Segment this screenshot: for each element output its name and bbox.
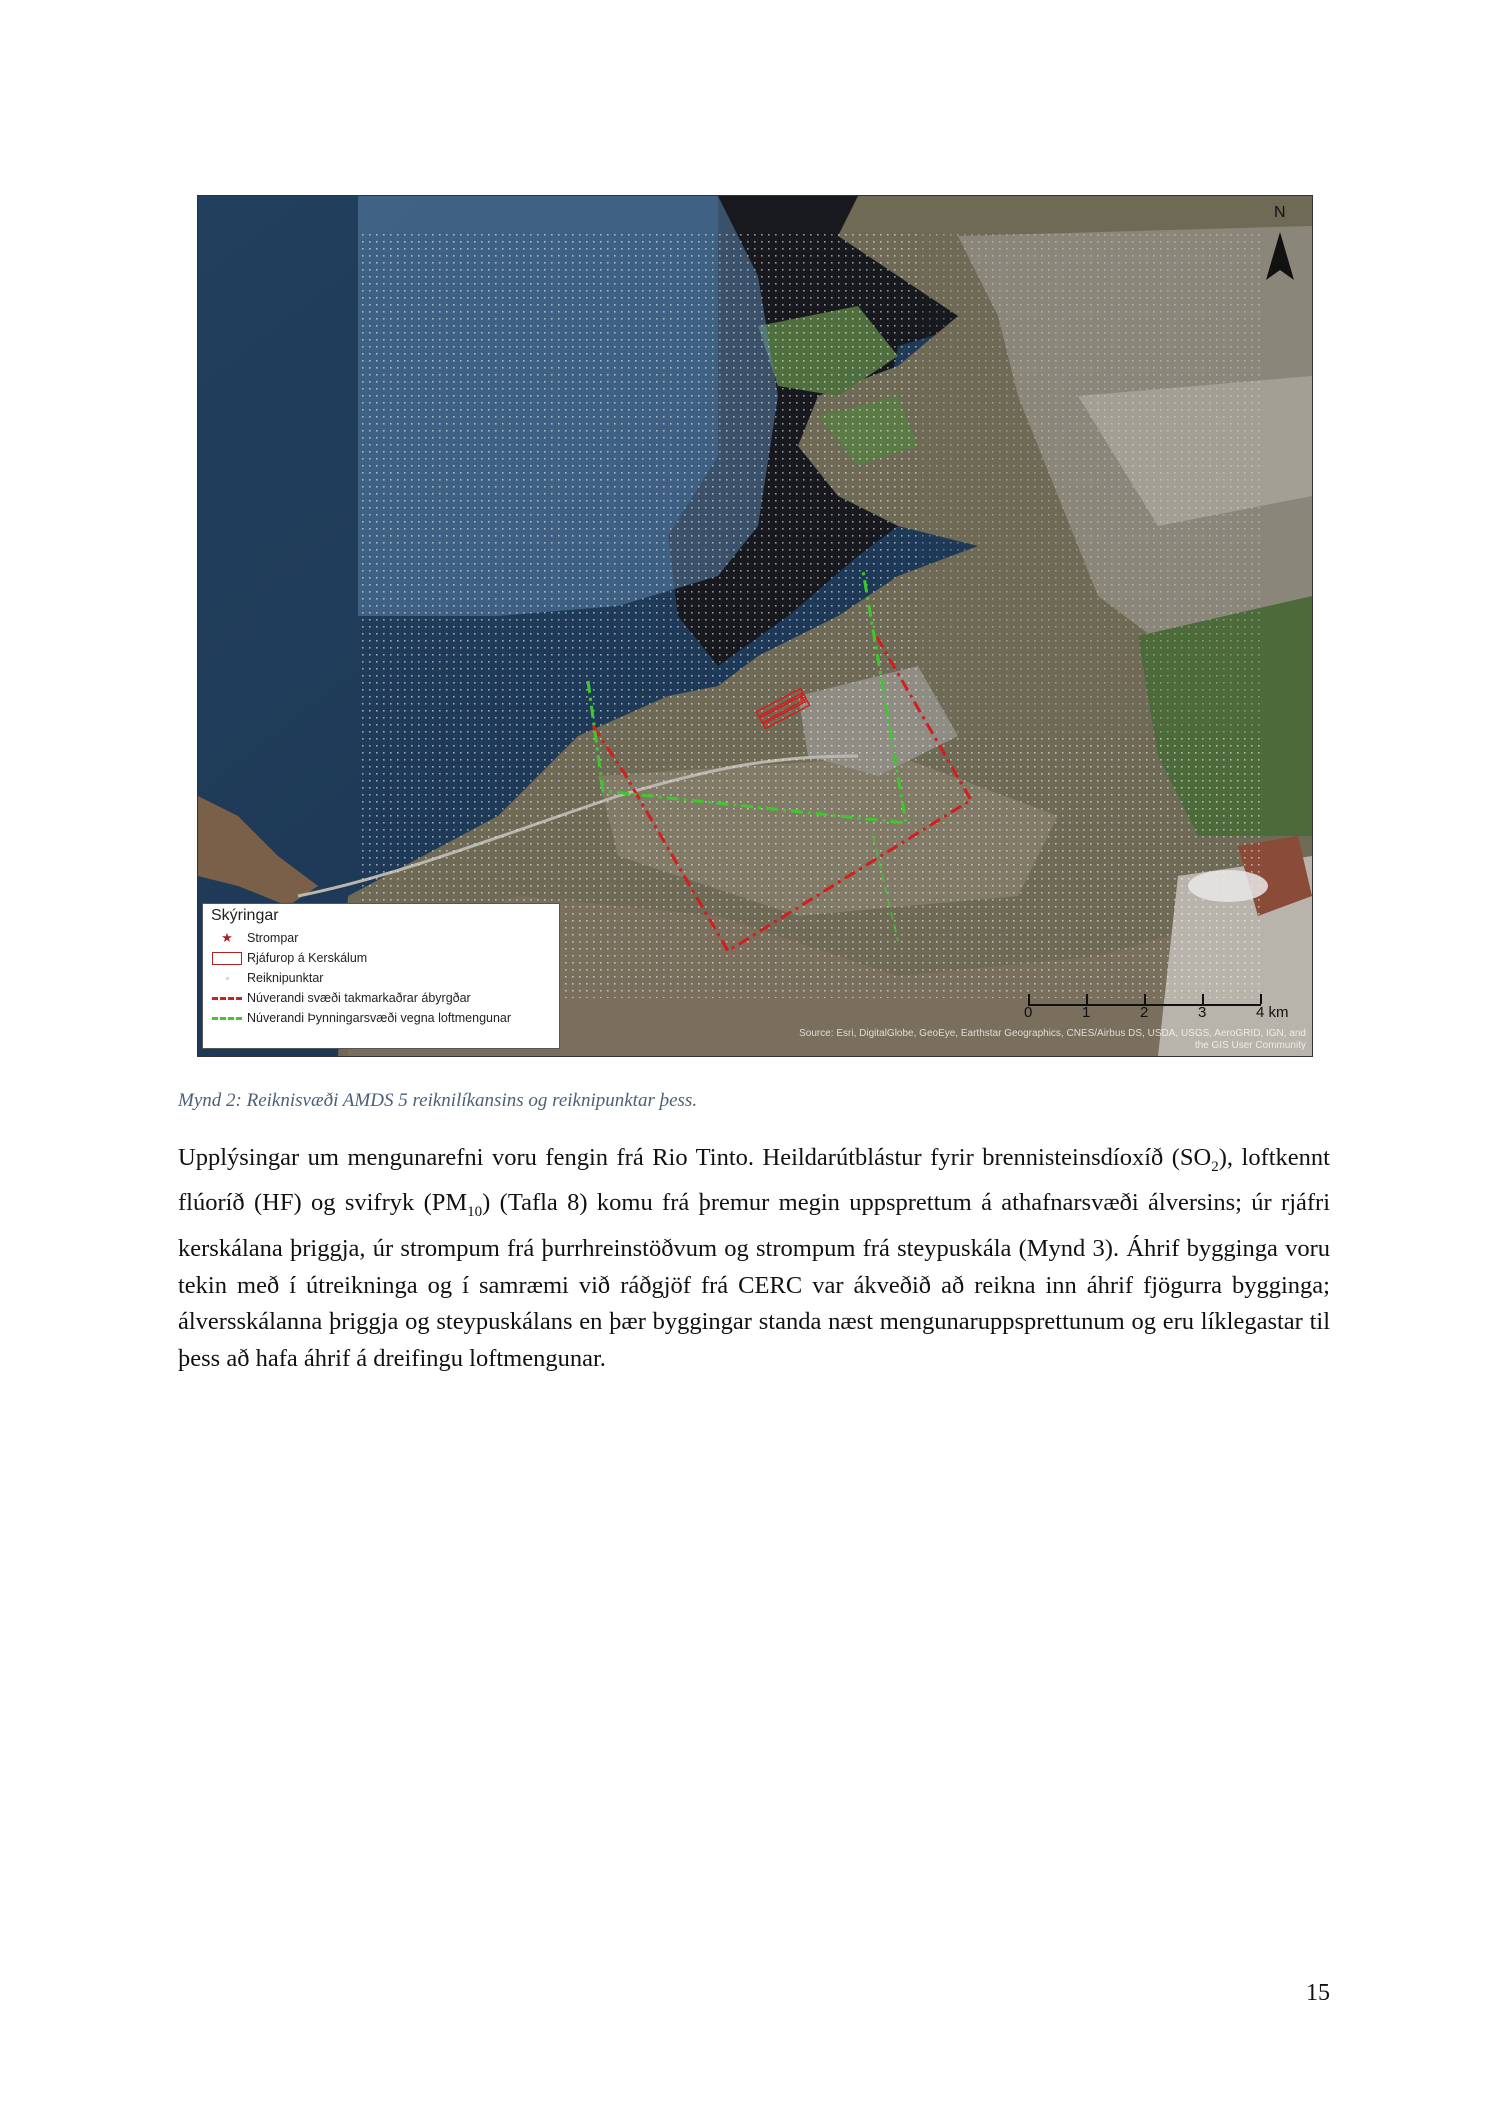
legend-title: Skýringar xyxy=(211,907,279,924)
svg-text:★: ★ xyxy=(798,694,807,704)
dot-icon xyxy=(211,971,243,985)
body-paragraph xyxy=(178,1140,1330,1377)
rectangle-icon xyxy=(211,951,243,965)
scale-tick xyxy=(1260,994,1262,1004)
legend-item xyxy=(211,1008,551,1028)
legend-item xyxy=(211,928,551,948)
scale-label: 2 xyxy=(1140,1004,1149,1021)
subscript: 10 xyxy=(467,1204,483,1221)
scale-tick xyxy=(1144,994,1146,1004)
legend-label: Núverandi Þynningarsvæði vegna loftmengunar xyxy=(247,1011,512,1025)
paragraph-text: Upplýsingar um mengunarefni voru fengin frá Rio Tinto. Heildarútblástur fyrir brennisteinsdíoxíð (SO xyxy=(178,1144,1212,1171)
scale-tick xyxy=(1086,994,1088,1004)
red-dashed-line-icon xyxy=(211,991,243,1005)
star-icon: ★ xyxy=(221,930,233,945)
satellite-map xyxy=(197,195,1313,1057)
attribution-line: Source: Esri, DigitalGlobe, GeoEye, Earthstar Geographics, CNES/Airbus DS, USDA, USGS, AeroGRID, IGN, and xyxy=(799,1028,1306,1039)
legend-item xyxy=(211,988,551,1008)
scale-label: 0 xyxy=(1024,1004,1033,1021)
north-label: N xyxy=(1274,204,1286,221)
scale-label: 4 km xyxy=(1256,1004,1289,1021)
legend-label: Rjáfurop á Kerskálum xyxy=(247,951,368,965)
map-attribution xyxy=(751,1028,1306,1052)
map-legend xyxy=(202,903,560,1049)
page-number: 15 xyxy=(1306,1980,1330,2006)
subscript: 2 xyxy=(1211,1158,1219,1175)
legend-label: Reiknipunktar xyxy=(247,971,324,985)
paragraph-text: ) (Tafla 8) komu frá þremur megin uppsprettum á athafnarsvæði álversins; úr rjáfri kerskálana þriggja, úr strompum frá þurrhreinstöðvum og strompum frá steypuskála (Mynd 3). Áhrif bygginga voru tekin með í útreikninga og í samræmi við ráðgjöf frá CERC var ákveðið að reikna inn áhrif fjögurra bygginga; álversskálanna þriggja og steypuskálans en þær byggingar standa næst mengunaruppsprettunum og eru líklegastar til þess að hafa áhrif á dreifingu loftmengunar. xyxy=(178,1189,1331,1372)
paragraph-text: ), loftkennt flúoríð (HF) og svifryk (PM xyxy=(178,1144,1330,1217)
north-arrow xyxy=(1258,202,1302,282)
figure-caption: Mynd 2: Reiknisvæði AMDS 5 reiknilíkansins og reiknipunktar þess. xyxy=(178,1090,698,1111)
scale-label: 3 xyxy=(1198,1004,1207,1021)
legend-item xyxy=(211,948,551,968)
legend-label: Núverandi svæði takmarkaðrar ábyrgðar xyxy=(247,991,471,1005)
scale-tick xyxy=(1028,994,1030,1004)
scale-tick xyxy=(1202,994,1204,1004)
attribution-line: the GIS User Community xyxy=(1194,1040,1306,1051)
green-dashed-line-icon xyxy=(211,1011,243,1025)
legend-item xyxy=(211,968,551,988)
scale-label: 1 xyxy=(1082,1004,1091,1021)
legend-label: Strompar xyxy=(247,931,299,945)
